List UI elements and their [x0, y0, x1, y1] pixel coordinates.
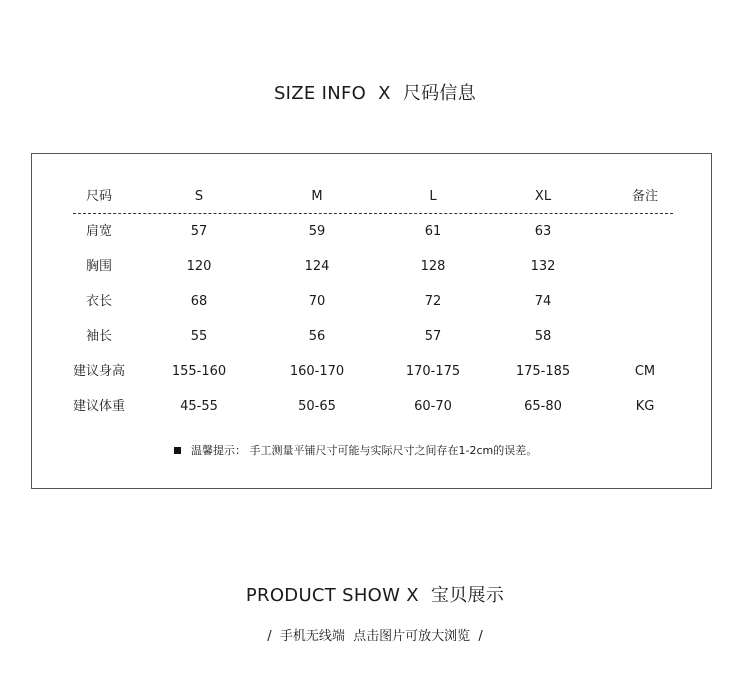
- table-cell: 57: [190, 224, 208, 239]
- table-cell: 70: [308, 294, 326, 309]
- header-cell: 尺码: [85, 189, 112, 204]
- row-label: 胸围: [85, 259, 112, 274]
- table-row: [32, 221, 713, 243]
- table-row: [32, 396, 713, 418]
- table-row: [32, 291, 713, 313]
- header-cell: L: [429, 189, 437, 204]
- table-cell: CM: [634, 364, 656, 379]
- header-cell: 备注: [631, 189, 658, 204]
- table-cell: 74: [534, 294, 552, 309]
- table-cell: 61: [424, 224, 442, 239]
- table-cell: 55: [190, 329, 208, 344]
- table-cell: 57: [424, 329, 442, 344]
- product-show-subtitle: / 手机无线端 点击图片可放大浏览 /: [267, 629, 483, 644]
- row-label: 建议身高: [72, 364, 125, 379]
- table-cell: 56: [308, 329, 326, 344]
- header-cell: XL: [534, 189, 552, 204]
- table-cell: 50-65: [298, 399, 336, 414]
- table-row: [32, 361, 713, 383]
- table-cell: 155-160: [171, 364, 227, 379]
- table-cell: 124: [304, 259, 330, 274]
- header-divider: [73, 213, 673, 214]
- table-header-row: [32, 186, 713, 208]
- row-label: 袖长: [85, 329, 112, 344]
- table-cell: 160-170: [289, 364, 345, 379]
- table-cell: 68: [190, 294, 208, 309]
- table-cell: 175-185: [515, 364, 571, 379]
- measurement-note: [174, 441, 537, 461]
- header-cell: S: [194, 189, 204, 204]
- table-cell: 58: [534, 329, 552, 344]
- size-table: [31, 153, 712, 489]
- table-cell: 63: [534, 224, 552, 239]
- table-cell: 120: [186, 259, 212, 274]
- row-label: 肩宽: [85, 224, 112, 239]
- table-cell: KG: [635, 399, 655, 414]
- size-info-title: SIZE INFO X 尺码信息: [273, 83, 477, 104]
- table-cell: 132: [530, 259, 556, 274]
- product-show-title: PRODUCT SHOW X 宝贝展示: [245, 585, 505, 606]
- table-cell: 59: [308, 224, 326, 239]
- header-cell: M: [311, 189, 323, 204]
- table-cell: 60-70: [414, 399, 452, 414]
- row-label: 衣长: [85, 294, 112, 309]
- table-cell: 45-55: [180, 399, 218, 414]
- table-cell: 170-175: [405, 364, 461, 379]
- table-cell: 72: [424, 294, 442, 309]
- note-text: 温馨提示： 手工测量平铺尺寸可能与实际尺寸之间存在1-2cm的误差。: [191, 444, 538, 457]
- row-label: 建议体重: [72, 399, 125, 414]
- square-bullet-icon: [174, 447, 181, 454]
- table-cell: 128: [420, 259, 446, 274]
- table-row: [32, 326, 713, 348]
- table-cell: 65-80: [524, 399, 562, 414]
- table-row: [32, 256, 713, 278]
